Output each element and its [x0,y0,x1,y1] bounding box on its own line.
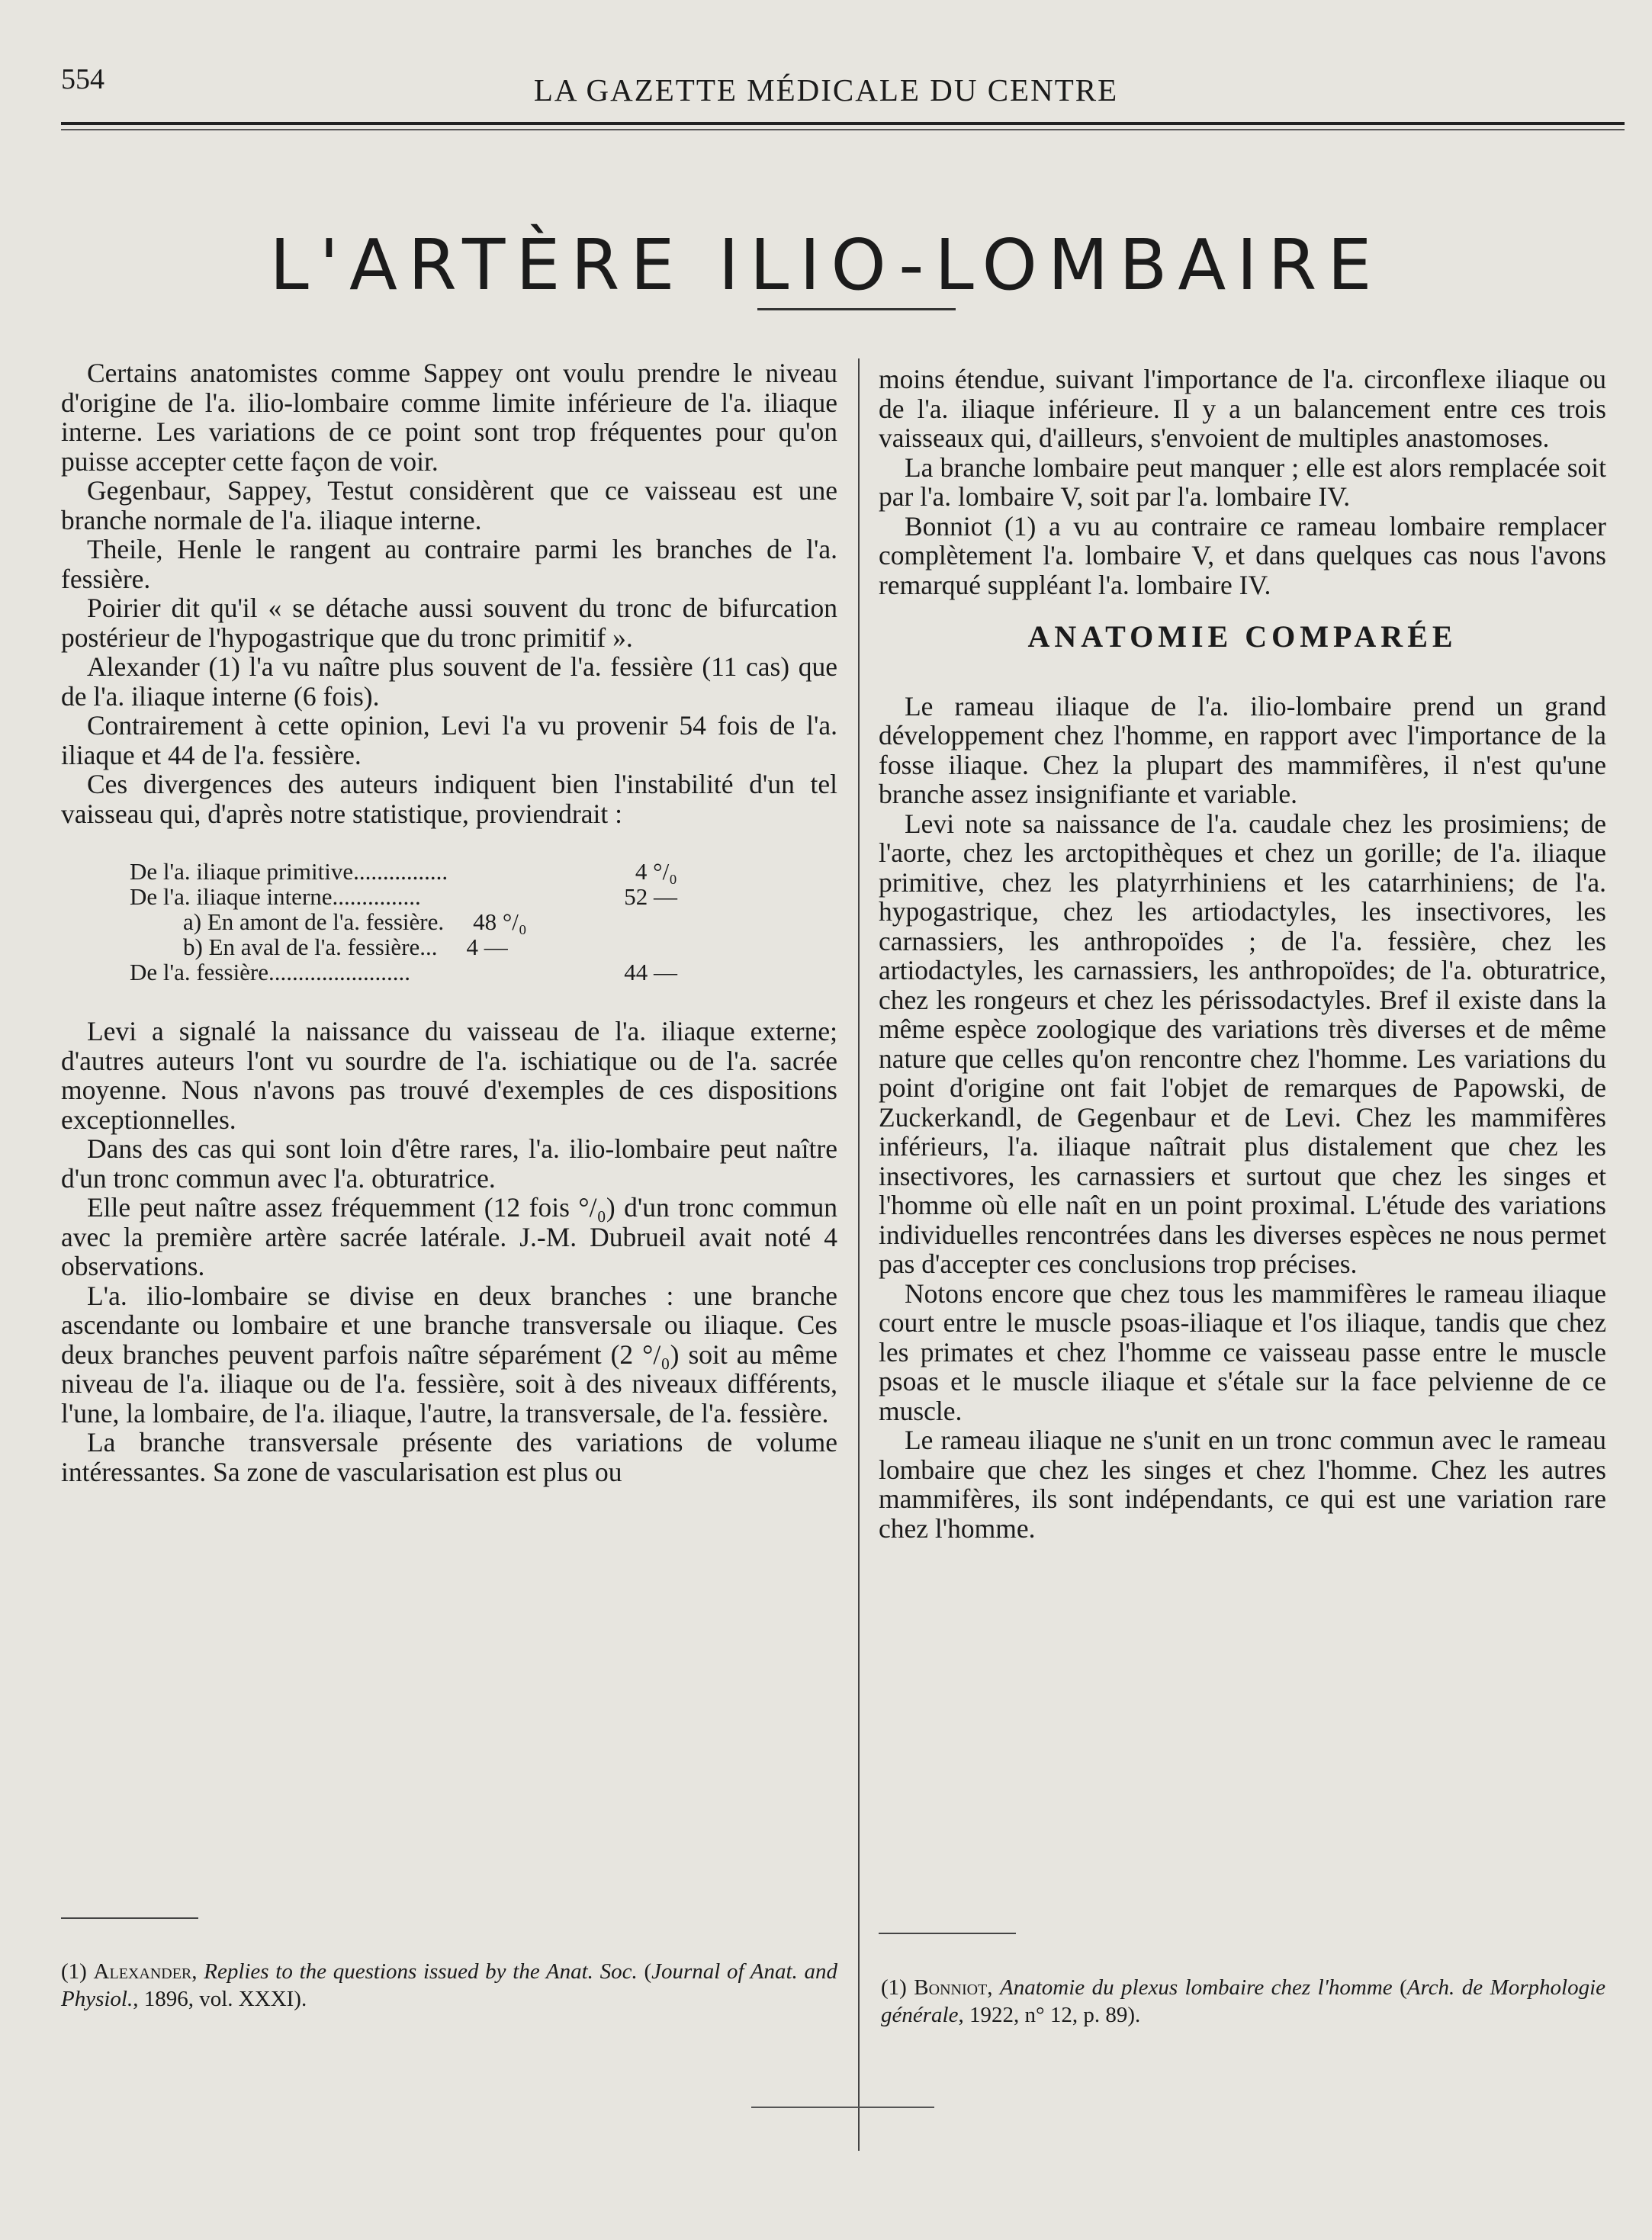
paragraph: Gegenbaur, Sappey, Testut considèrent que ce vaisseau est une branche normale de l'a. iliaque interne. [61,475,837,535]
footnote-journal: Arch. de Morphologie générale [881,1975,1606,2027]
stat-label: De l'a. iliaque interne [130,883,333,910]
right-column [879,365,1606,1543]
footnote-rule [879,1933,1016,1934]
header-rule-thin [61,129,1625,130]
stat-label: b) En aval de l'a. fessière... [183,934,438,960]
footnote-details: , 1922, n° 12, p. 89). [958,2003,1141,2027]
paragraph: Notons encore que chez tous les mammifères le rameau iliaque court entre le muscle psoas-iliaque et l'os iliaque, tandis que chez les primates et chez l'homme ce vaisseau passe entre le muscle psoas et le muscle iliaque et s'étale sur la face pelvienne de ce muscle. [879,1277,1606,1426]
stat-row [130,859,837,884]
stat-row [130,959,837,985]
header-rule [61,122,1625,125]
stat-value: 52 — [624,883,677,910]
footnote-paren: ( [644,1959,652,1984]
stat-row [130,884,837,909]
origin-statistics [130,859,837,985]
paragraph: Levi a signalé la naissance du vaisseau de l'a. iliaque externe; d'autres auteurs l'ont vu sourdre de l'a. ischiatique ou de l'a. sacrée moyenne. Nous n'avons pas trouvé d'exemples de ces dispositions exceptionnelles. [61,1016,837,1135]
footnote-author: Alexander, [93,1959,198,1984]
footnote-title: Replies to the questions issued by the Anat. Soc. [204,1959,638,1984]
paragraph: L'a. ilio-lombaire se divise en deux branches : une branche ascendante ou lombaire et une branche transversale ou iliaque. Ces deux branches peuvent parfois naître séparément (2 °/₀) soit au même niveau de l'a. iliaque ou de l'a. fessière, soit à des niveaux différents, l'une, la lombaire, de l'a. iliaque, l'autre, la transversale, de l'a. fessière. [61,1280,837,1429]
paragraph: Certains anatomistes comme Sappey ont voulu prendre le niveau d'origine de l'a. ilio-lombaire comme limite inférieure de l'a. iliaque interne. Les variations de ce point sont trop fréquentes pour qu'on puisse accepter cette façon de voir. [61,358,837,477]
footnote-author: Bonniot, [914,1975,993,2000]
stat-value: 48 °/₀ [473,908,527,935]
stat-label: a) En amont de l'a. fessière. [183,908,445,935]
bottom-rule [751,2107,934,2108]
footnote-marker: (1) [61,1959,87,1984]
paragraph: Poirier dit qu'il « se détache aussi souvent du tronc de bifurcation postérieur de l'hypogastrique que du tronc primitif ». [61,593,837,653]
paragraph: Ces divergences des auteurs indiquent bien l'instabilité d'un tel vaisseau qui, d'après notre statistique, proviendrait : [61,769,837,829]
paragraph: Le rameau iliaque de l'a. ilio-lombaire prend un grand développement chez l'homme, en rapport avec l'importance de la fosse iliaque. Chez la plupart des mammifères, il n'est qu'une branche assez insignifiante et variable. [879,690,1606,809]
paragraph: Alexander (1) l'a vu naître plus souvent de l'a. fessière (11 cas) que de l'a. iliaque interne (6 fois). [61,651,837,712]
stat-leader-dots: ........................ [268,959,411,985]
title-rule [757,308,956,310]
paragraph: Dans des cas qui sont loin d'être rares, l'a. ilio-lombaire peut naître d'un tronc commun avec l'a. obturatrice. [61,1133,837,1194]
paragraph: Le rameau iliaque ne s'unit en un tronc commun avec le rameau lombaire que chez les singes et chez l'homme. Chez les autres mammifères, ils sont indépendants, ce qui est une variation rare chez l'homme. [879,1425,1606,1544]
footnote-rule [61,1917,198,1919]
paragraph: moins étendue, suivant l'importance de l'a. circonflexe iliaque ou de l'a. iliaque inférieure. Il y a un balancement entre ces trois vaisseaux qui, d'ailleurs, s'envoient de multiples anastomoses. [879,364,1606,453]
paragraph: Bonniot (1) a vu au contraire ce rameau lombaire remplacer complètement l'a. lombaire V, et dans quelques cas nous l'avons remarqué suppléant l'a. lombaire IV. [879,510,1606,600]
stat-label: De l'a. iliaque primitive [130,858,354,885]
paragraph: Contrairement à cette opinion, Levi l'a vu provenir 54 fois de l'a. iliaque et 44 de l'a. fessière. [61,710,837,770]
footnote-title: Anatomie du plexus lombaire chez l'homme [999,1975,1393,2000]
footnote-marker: (1) [881,1975,907,2000]
footnote-details: , 1896, vol. XXXI). [133,1987,307,2011]
stat-row [130,909,837,934]
page-header [0,0,1652,130]
footnote-left [61,1958,837,2013]
paragraph: La branche transversale présente des variations de volume intéressantes. Sa zone de vascularisation est plus ou [61,1427,837,1487]
paragraph: Levi note sa naissance de l'a. caudale chez les prosimiens; de l'aorte, chez les arctopithèques et chez un gorille; de l'a. iliaque primitive, chez les platyrrhiniens et les catarrhiniens; de l'a. hypogastrique, chez les artiodactyles, les insectivores, les carnassiers, les anthropoïdes ; de l'a. fessière, chez les artiodactyles, les carnassiers, les anthropoïdes; de l'a. obturatrice, chez les rongeurs et chez les périssodactyles. Bref il existe dans la même espèce zoologique des variations très diverses et de même nature que celles qu'on rencontre chez l'homme. Les variations du point d'origine ont fait l'objet de remarques de Papowski, de Zuckerkandl, de Gegenbaur et de Levi. Chez les mammifères inférieurs, l'a. iliaque naîtrait plus distalement que chez les insectivores, les carnassiers et surtout que chez les singes et l'homme où elle naît en un point proximal. L'étude des variations individuelles rencontrées dans les diverses espèces ne nous permet pas d'accepter ces conclusions trop précises. [879,808,1606,1279]
paragraph: Theile, Henle le rangent au contraire parmi les branches de l'a. fessière. [61,534,837,594]
stat-value: 4 — [466,934,508,960]
article-title: L'ARTÈRE ILIO-LOMBAIRE [269,223,1383,306]
stat-row [130,934,837,959]
left-column [61,358,837,1486]
stat-label: De l'a. fessière [130,959,269,985]
footnote-journal: Journal of Anat. and Physiol. [61,1959,838,2011]
footnote-paren: ( [1400,1975,1407,2000]
section-heading: ANATOMIE COMPARÉE [1027,619,1458,654]
column-divider [858,358,860,2151]
running-head: LA GAZETTE MÉDICALE DU CENTRE [533,72,1119,108]
stat-value: 4 °/₀ [635,858,677,885]
stat-leader-dots: ............... [332,884,421,909]
paragraph: Elle peut naître assez fréquemment (12 fois °/₀) d'un tronc commun avec la première artère sacrée latérale. J.-M. Dubrueil avait noté 4 observations. [61,1192,837,1281]
footnote-right [881,1974,1605,2029]
stat-value: 44 — [624,959,677,985]
page-number: 554 [61,63,104,95]
paragraph: La branche lombaire peut manquer ; elle est alors remplacée soit par l'a. lombaire V, soit par l'a. lombaire IV. [879,452,1606,512]
stat-leader-dots: ................ [353,859,448,884]
